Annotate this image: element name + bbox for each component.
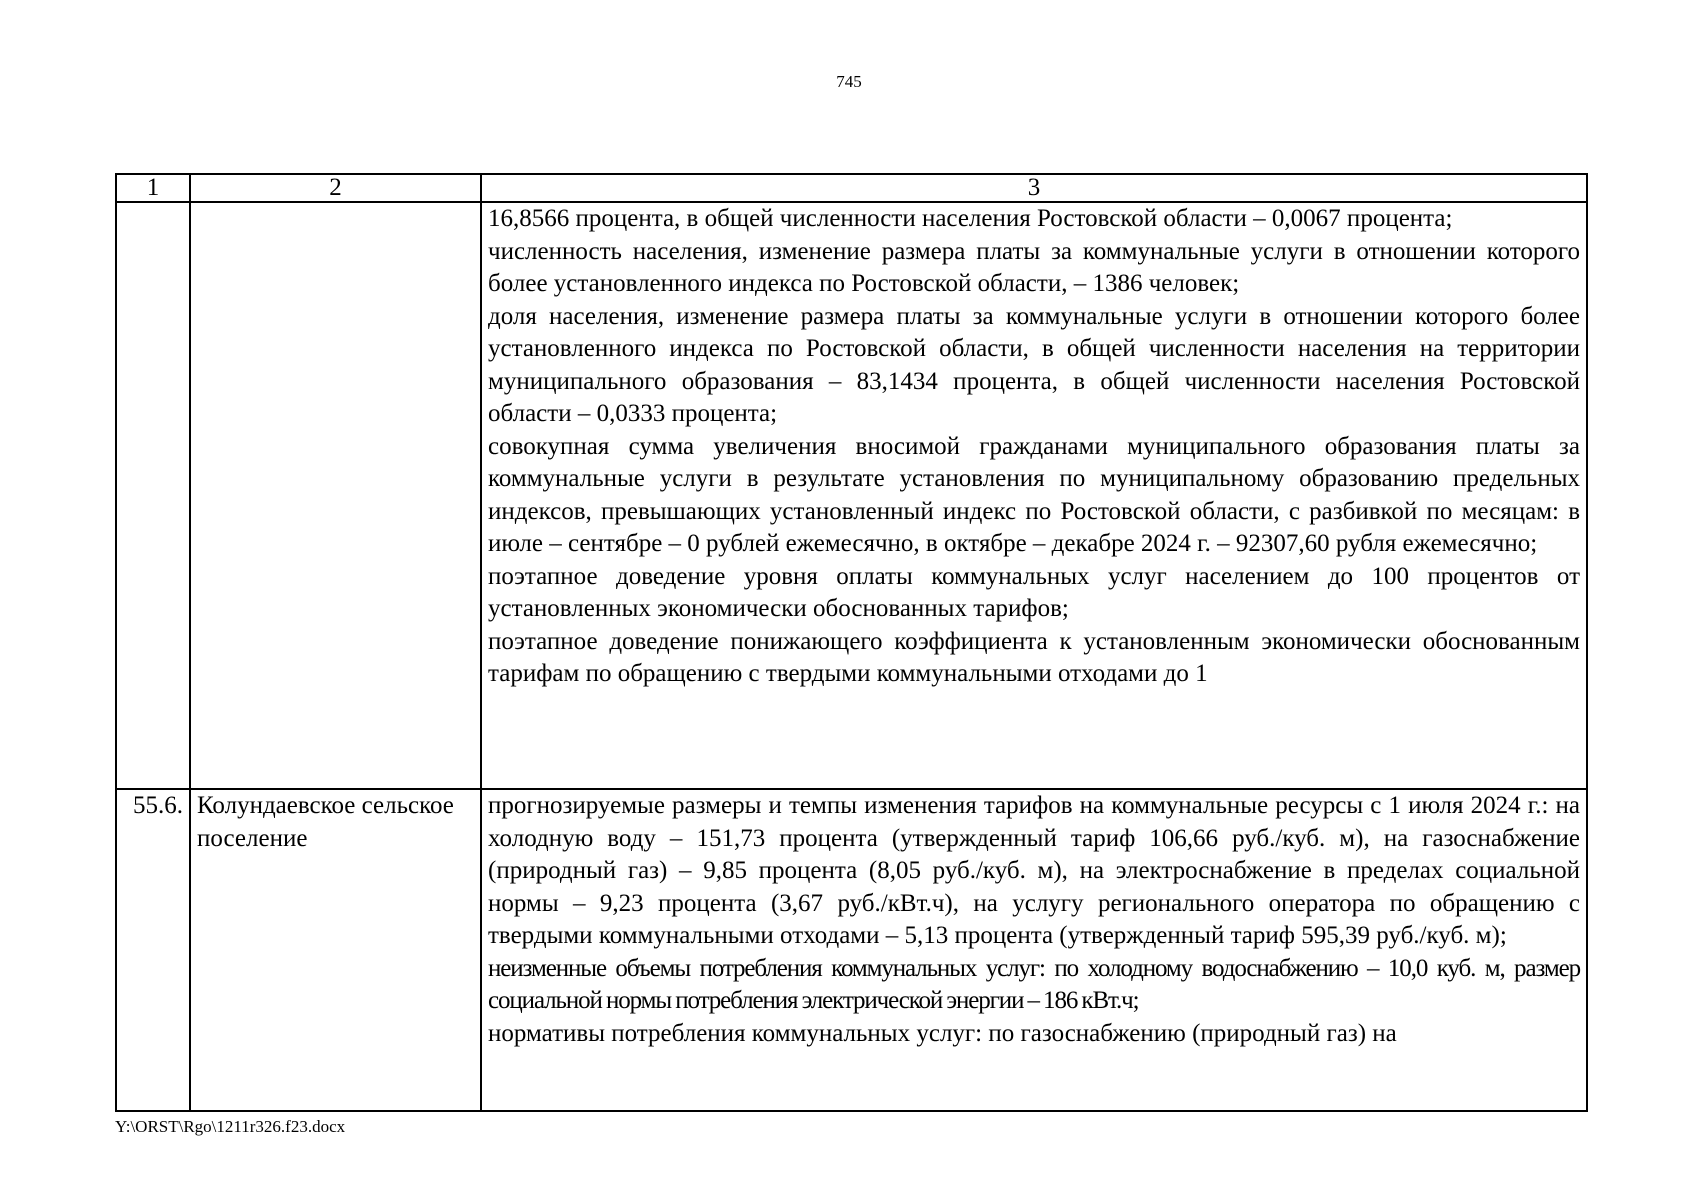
paragraph-consumption-volumes: неизменные объемы потребления коммунальных услуг: по холодному водоснабжению – 10,0 куб. м, размер социальной нормы потребления электрической энергии – 186 кВт.ч; — [488, 954, 1580, 1014]
table-header-row — [116, 174, 1587, 202]
column-header-1: 1 — [116, 174, 190, 202]
paragraph-tariff-forecast: прогнозируемые размеры и темпы изменения тарифов на коммунальные ресурсы с 1 июля 2024 г.: на холодную воду – 151,73 процента (утвержденный тариф 106,66 руб./куб. м), на газоснабжение (природный газ) – 9,85 процента (8,05 руб./куб. м), на электроснабжение в пределах социальной нормы – 9,23 процента (3,67 руб./кВт.ч), на услугу регионального оператора по обращению с твердыми коммунальными отходами – 5,13 процента (утвержденный тариф 595,39 руб./куб. м); — [488, 792, 1580, 949]
row-number-cell — [116, 202, 190, 789]
column-header-3: 3 — [481, 174, 1587, 202]
footer-file-path: Y:\ORST\Rgo\1211r326.f23.docx — [115, 1117, 346, 1136]
table-row-55-6 — [116, 789, 1587, 1111]
paragraph-population-percentage: доля населения, изменение размера платы за коммунальные услуги в отношении которого более установленного индекса по Ростовской области, в общей численности населения на территории муниципального образования – 83,1434 процента, в общей численности населения Ростовской области – 0,0333 процента; — [488, 302, 1580, 427]
paragraph-consumption-norms: нормативы потребления коммунальных услуг: по газоснабжению (природный газ) на — [488, 1019, 1397, 1047]
municipality-name-cell — [190, 202, 481, 789]
table-row-continuation — [116, 202, 1587, 789]
municipality-name-cell: Колундаевское сельское поселение — [190, 789, 481, 1111]
paragraph-reducing-coefficient: поэтапное доведение понижающего коэффициента к установленным экономически обоснованным тарифам по обращению с твердыми коммунальными отходами до 1 — [488, 627, 1580, 687]
paragraph-total-payment-increase: совокупная сумма увеличения вносимой гражданами муниципального образования платы за коммунальные услуги в результате установления по муниципальному образованию предельных индексов, превышающих установленный индекс по Ростовской области, с разбивкой по месяцам: в июле – сентябре – 0 рублей ежемесячно, в октябре – декабре 2024 г. – 92307,60 рубля ежемесячно; — [488, 432, 1580, 557]
page-number: 745 — [836, 72, 862, 91]
paragraph-population-share: 16,8566 процента, в общей численности населения Ростовской области – 0,0067 процента; — [488, 205, 1453, 232]
document-table — [115, 173, 1588, 1112]
paragraph-payment-level: поэтапное доведение уровня оплаты коммунальных услуг населением до 100 процентов от установленных экономически обоснованных тарифов; — [488, 562, 1580, 622]
paragraph-population-count: численность населения, изменение размера платы за коммунальные услуги в отношении которого более установленного индекса по Ростовской области, – 1386 человек; — [488, 237, 1580, 297]
column-header-2: 2 — [190, 174, 481, 202]
row-number-cell: 55.6. — [116, 789, 190, 1111]
description-cell — [481, 789, 1587, 1111]
description-cell — [481, 202, 1587, 789]
